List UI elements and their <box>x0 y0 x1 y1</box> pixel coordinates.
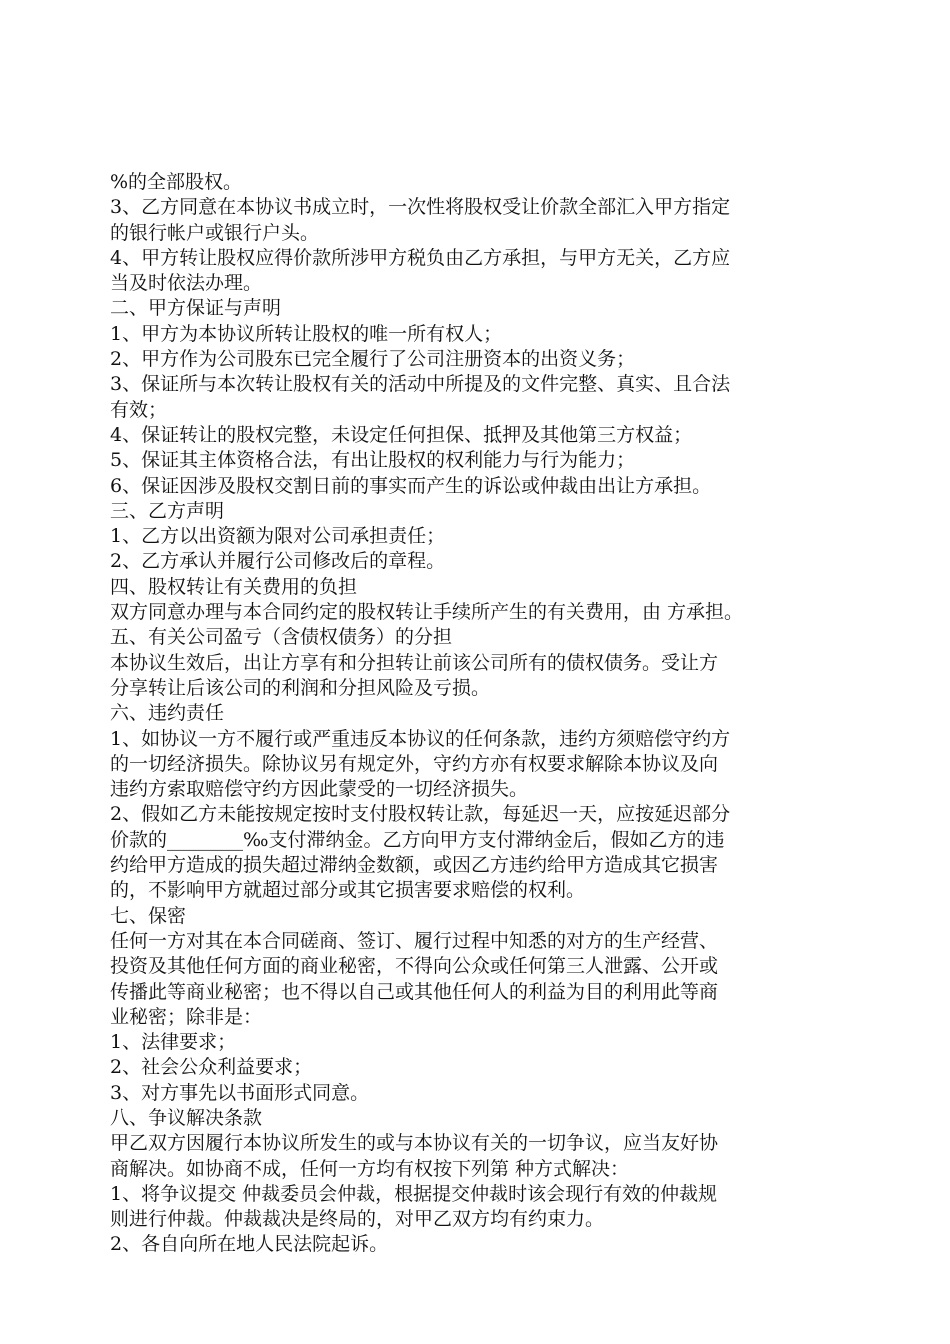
section-heading: 七、保密 <box>110 904 187 927</box>
text-line: 则进行仲裁。仲裁裁决是终局的，对甲乙双方均有约束力。 <box>110 1208 605 1231</box>
text-line: 3、乙方同意在本协议书成立时，一次性将股权受让价款全部汇入甲方指定 <box>110 196 731 219</box>
section-heading: 四、股权转让有关费用的负担 <box>110 575 358 598</box>
section-heading: 八、争议解决条款 <box>110 1106 263 1129</box>
text-line: 约给甲方造成的损失超过滞纳金数额，或因乙方违约给甲方造成其它损害 <box>110 854 719 877</box>
text-line: 1、甲方为本协议所转让股权的唯一所有权人； <box>110 322 503 345</box>
text-line: 2、假如乙方未能按规定按时支付股权转让款，每延迟一天，应按延迟部分 <box>110 803 731 826</box>
text-line: 1、如协议一方不履行或严重违反本协议的任何条款，违约方须赔偿守约方 <box>110 727 731 750</box>
section-heading: 五、有关公司盈亏（含债权债务）的分担 <box>110 626 453 649</box>
text-line: 2、社会公众利益要求； <box>110 1056 313 1079</box>
section-heading: 三、乙方声明 <box>110 499 225 522</box>
text-line: 商解决。如协商不成，任何一方均有权按下列第 种方式解决： <box>110 1157 630 1180</box>
text-line: 投资及其他任何方面的商业秘密，不得向公众或任何第三人泄露、公开或 <box>110 955 719 978</box>
text-line: 2、各自向所在地人民法院起诉。 <box>110 1233 389 1256</box>
text-line: 双方同意办理与本合同约定的股权转让手续所产生的有关费用，由 方承担。 <box>110 601 744 624</box>
text-line: 3、保证所与本次转让股权有关的活动中所提及的文件完整、真实、且合法 <box>110 373 731 396</box>
text-line: 4、保证转让的股权完整，未设定任何担保、抵押及其他第三方权益； <box>110 423 693 446</box>
text-line: 有效； <box>110 398 168 421</box>
text-line: 传播此等商业秘密；也不得以自己或其他任何人的利益为目的利用此等商 <box>110 980 719 1003</box>
text-line: 业秘密；除非是： <box>110 1005 263 1028</box>
contract-body-text <box>110 170 850 1258</box>
text-line: 当及时依法办理。 <box>110 272 263 295</box>
text-line: 2、乙方承认并履行公司修改后的章程。 <box>110 550 446 573</box>
section-heading: 六、违约责任 <box>110 702 225 725</box>
text-line: 本协议生效后，出让方享有和分担转让前该公司所有的债权债务。受让方 <box>110 651 719 674</box>
text-line: 1、乙方以出资额为限对公司承担责任； <box>110 525 446 548</box>
text-line: 2、甲方作为公司股东已完全履行了公司注册资本的出资义务； <box>110 348 636 371</box>
text-line: 分享转让后该公司的利润和分担风险及亏损。 <box>110 676 491 699</box>
text-line: 5、保证其主体资格合法，有出让股权的权利能力与行为能力； <box>110 449 636 472</box>
text-line: 的，不影响甲方就超过部分或其它损害要求赔偿的权利。 <box>110 879 586 902</box>
text-line: 3、对方事先以书面形式同意。 <box>110 1081 370 1104</box>
text-line: 违约方索取赔偿守约方因此蒙受的一切经济损失。 <box>110 778 529 801</box>
text-line: 1、将争议提交 仲裁委员会仲裁，根据提交仲裁时该会现行有效的仲裁规 <box>110 1182 718 1205</box>
text-line: 4、甲方转让股权应得价款所涉甲方税负由乙方承担，与甲方无关，乙方应 <box>110 246 731 269</box>
text-line: 价款的________‰支付滞纳金。乙方向甲方支付滞纳金后，假如乙方的违 <box>110 828 725 851</box>
text-line: 的银行帐户或银行户头。 <box>110 221 320 244</box>
section-heading: 二、甲方保证与声明 <box>110 297 282 320</box>
text-line: 任何一方对其在本合同磋商、签订、履行过程中知悉的对方的生产经营、 <box>110 929 719 952</box>
text-line: 1、法律要求； <box>110 1031 237 1054</box>
text-line: %的全部股权。 <box>110 171 243 193</box>
text-line: 甲乙双方因履行本协议所发生的或与本协议有关的一切争议，应当友好协 <box>110 1132 719 1155</box>
text-line: 6、保证因涉及股权交割日前的事实而产生的诉讼或仲裁由出让方承担。 <box>110 474 712 497</box>
text-line: 的一切经济损失。除协议另有规定外，守约方亦有权要求解除本协议及向 <box>110 752 719 775</box>
